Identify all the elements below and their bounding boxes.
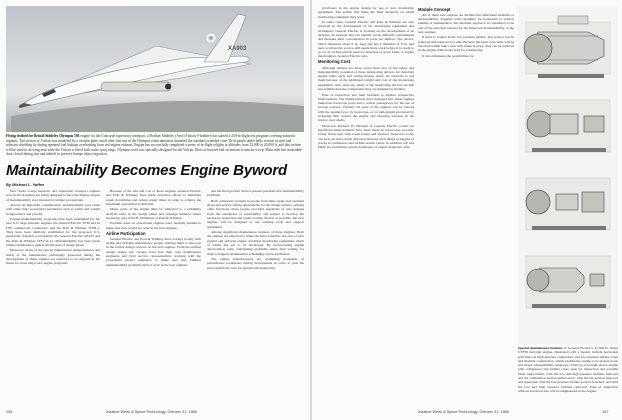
right-column-1 xyxy=(318,6,414,408)
photo-caption-lead: Flying testbed for Bristol Siddeley Olympus 593 xyxy=(6,134,80,138)
right-page-number: 107 xyxy=(602,410,609,414)
paragraph: It also eliminates the possibilities for xyxy=(422,53,474,58)
vulcan-testbed-photo xyxy=(6,6,304,132)
section-heading-module-concept: Module Concept xyxy=(418,6,451,12)
paragraph: Moreover, Richard W. Hevener of General Electric points out significant improvements have been made in borescopes recently. Using borescopes with zoom lenses and viewers, inspectors today can pick out more detail and even measure such things as lengths of cracks in combustors and turbine nozzle vanes. In addition, GE and P&W are evaluating various techniques as engine diagnostic aids. xyxy=(318,123,414,150)
section-heading-monitoring-cost: Monitoring Cost xyxy=(318,59,351,65)
right-page-footer: Aviation Week & Space Technology, October 31, 1966 xyxy=(418,410,509,414)
paragraph: New York—Large subsonic and supersonic transport engines now in development are being designed to have the highest degree of maintainability ever invested in turbine powerplants. xyxy=(6,189,100,202)
paragraph: Moreover, many of the special maintenance design features and much of the maintenance philosophy generated during the development of these engines are expected to be adopted in the future for most major new engine programs. xyxy=(6,248,100,266)
paragraph: General Electric and Pratt & Whitney have worked closely with airline and airframe maintenance people, inviting them to take part in the formal design reviews on the new engines. From the earliest design stages, the carriers have had their own maintenance engineers and field service representatives working with the powerplant project engineers to make sure that familiar maintainability problems did not recur in the new engines. xyxy=(106,236,201,267)
paragraph: Although airlines are more aware than ever of the safety and maintainability potential of these monitoring devices for detecting engine faults early and saving money, many are reluctant to put them because of the additional weight and cost of the monitoring equipment. Also, they say, many of the monitoring devices are still less reliable than the components they are designed to monitor. xyxy=(318,65,414,92)
photo-caption-body: engine for the Concorde supersonic transport, a Hawker Siddeley (Avro) Vulcan V-bomber, has started a 250-hr flight test program covering subsonic regimes. Tail section of Vulcan was modified by a circular plate cutoff after first run of the Olympus when nanotesis shattered the standard extended cone. Drift panels under belly section in steel and asbestos shielding by during repeated fuel leakage overheating from test engine exhaust. Engine has successfully completed a series of in-flight relights at altitudes from 33,000 to 20,000 ft, and this written will be used in de-icing tests after the Vulcan is fitted with water spray rings. Olympus used was specially designed for the Vulcan. Door at forward end on bottom is ram air scoop. Main inlet has retractable door closed during taxi and takeoff to prevent foreign object ingestion. xyxy=(6,134,302,157)
paragraph: The engine manufacturers are examining thousands of performance parameters during development in order to pick the most significant ones for operational monitoring. xyxy=(207,257,304,270)
section-heading-airline-participation: Airline Participation xyxy=(106,230,146,236)
paragraph: In some cases, General Electric and Pratt & Whitney are also involved in the development of the monitoring equipment and techniques. General Electric is working on the development of an airborne oil analyzer that can identify seven different contaminants and measure their concentration in parts per million. The device, which measures about 6 in. long and has a diameter of 8 in. and uses a radioactive source, still needs more work before it is ready to go on an oil line and be used for detection of gross faults or engine deterioration, General Electric says. xyxy=(318,20,414,59)
paragraph: Formal maintainability programs have been established for the new U.S. large subsonic engines: the General Electric TF39 and its CF6 commercial counterpart, and the Pratt & Whitney JT9D-1. They have been similarly established for the proposed U.S. supersonic transport powerplants: the General Electric GE4/J5 and the Pratt & Whitney JTF17A-21. Maintainability has been given prime consideration right from the start of design phase. xyxy=(6,217,100,247)
left-page xyxy=(0,0,310,420)
paragraph: Both companies brought in people from their repair and overhaul shops and service testing departments for the design reviews. Among other functions, these people provided appraisals of new designs from the standpoint of repairability and helped to develop the necessary inspection and repair tooling. Insofar as possible, the new engines will be designed to use existing tools and support equipment. xyxy=(207,198,304,229)
vulcan-aircraft-illustration xyxy=(6,6,304,132)
engine-caption-lead: Special maintenance features xyxy=(518,346,563,350)
article-headline: Maintainability Becomes Engine Byword xyxy=(6,162,287,179)
left-page-number: 106 xyxy=(6,410,13,414)
left-column-1 xyxy=(6,189,100,407)
paragraph: Major parts of the engine must be subjected to a reliability analysis early in the design phase and redesign initiated where necessary, says John H. McManus of Pratt & Whitney. xyxy=(106,207,201,220)
left-column-3 xyxy=(207,189,304,407)
paragraph: Problem areas on operational engines were carefully studied to make sure they would not arise in the new engines. xyxy=(106,221,201,230)
paragraph: If there is trouble in the low pressure turbine, that section can be removed and replaced as a unit. Because the basic rotor units will be balanced within their cases with vanes in place, they can be replaced in the engine without the need for rebalancing. xyxy=(418,35,514,53)
paragraph: Among significant maintenance features of these engines: Both the engines are expected to make the most extensive use ever of new ground and airborne engine condition monitoring equipment, much of which has yet to be developed. By incorporating engine deterioration early, anticipating problems rather than waiting for them to happen, maintenance scheduling can be facilitated. xyxy=(207,230,304,256)
photo-caption xyxy=(6,134,304,157)
left-column-2 xyxy=(106,189,201,407)
aircraft-serial-text: XA903 xyxy=(228,46,247,52)
right-column-2 xyxy=(418,6,514,408)
engine-teardown-sequence-illustration xyxy=(518,6,618,344)
paragraph: Always an important consideration, maintainability now ranks with other basic powerplant parameters such as safety and weight in importance and priority. xyxy=(6,203,100,216)
engine-module-photos xyxy=(518,6,618,344)
paragraph: Because of the size and cost of these engines, General Electric and Pratt & Whitney have made extensive efforts to minimize repair downtimes and reduce repair times in order to achieve the maximum operational availability. xyxy=(106,189,201,206)
paragraph: Ease of inspection and fault isolation is another prospective improvement. The manufacturers have designed into these engines numerous borescope ports and a central passageway for the use of isotope sources. Virtually all parts of the engines can be viewed with the unaided eye, by borescope, or on radiographs produced by wrapping film around the engine and inserting isotopes in the hollow rotor shafts. xyxy=(318,92,414,123)
paragraph: provisions in the engine design for use of new monitoring equipment. The serials will make the final decisions on which monitoring equipment they want. xyxy=(318,6,414,19)
engine-photo-caption xyxy=(518,346,618,393)
article-byline: By Michael L. Yaffee xyxy=(6,182,45,187)
left-page-footer: Aviation Week & Space Technology, October 31, 1966 xyxy=(106,410,197,414)
paragraph: All of these new engines are divided into individual modules or subassemblies. Together with capability for horizontal or vertical buildup at maintenance, this modular approach is considered to be one of the principal reasons for the improved maintainability of the new engines. xyxy=(418,12,514,34)
right-page xyxy=(312,0,622,420)
paragraph: and the final product did not present potential new maintainability problems. xyxy=(207,189,304,198)
engine-caption-body: of General Electric's 41,500-lb. thrust CTF39 turbofan engine, illustrated with a model, include horizontal split lines on high pressure compressor and low pressure turbine cases and modular construction, which enables the engine to be broken down into major subassemblies. Sequence, from top to bottom, shows engine with compressor and turbine cases open for inspection and possible blade replacement, with the low and high pressure turbines removed and the combustion section pulled away; with the fan section removed and separated; with the low pressure turbine section detached; and with the low and high pressure turbines removed. Ease of inspection without teardown also will be emphasized in the engine. xyxy=(518,346,618,393)
